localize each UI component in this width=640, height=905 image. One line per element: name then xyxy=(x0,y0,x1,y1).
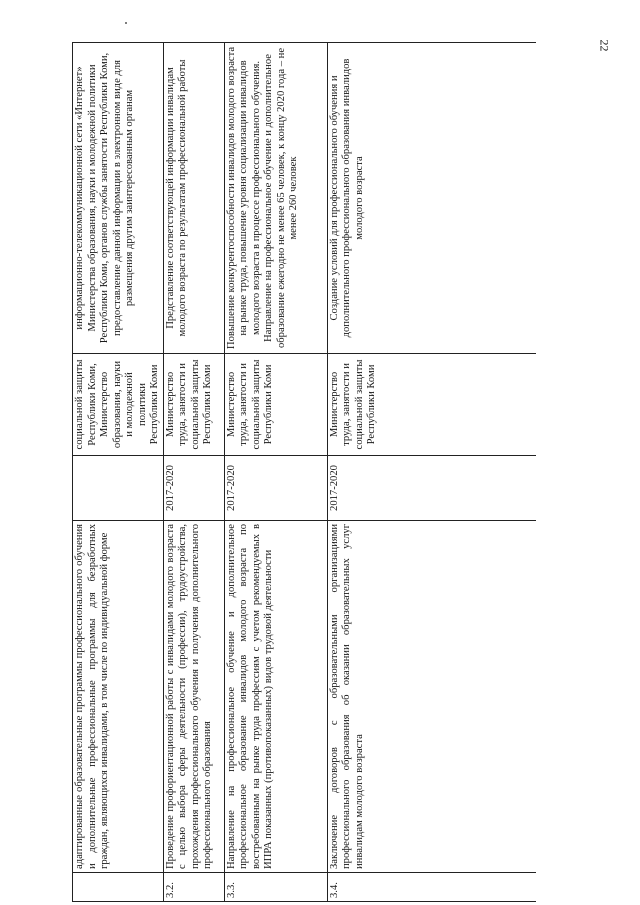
result-cell: информационно-телекоммуникационной сети «Интернет» Министерства образования, науки и молодежной политики Республики Коми, органов службы занятости Республики Коми, предоставление данной информации в электронном виде для размещения другим заинтересованным органам xyxy=(73,43,164,354)
row-number xyxy=(73,873,164,902)
row-number: 3.2. xyxy=(163,873,224,902)
executor-cell: Министерство труда, занятости и социальной защиты Республики Коми xyxy=(327,354,536,456)
page-number: 22 xyxy=(597,39,612,52)
result-cell: Представление соответствующей информации инвалидам молодого возраста по результатам профессиональной работы xyxy=(163,43,224,354)
result-cell: Повышение конкурентоспособности инвалидов молодого возраста на рынке труда, повышение уровня социализации инвалидов молодого возраста в процессе профессионального обучения. Направление на профессиональное обучение и дополнительное образование ежегодно не менее 65 человек, к концу 2020 года – не менее 260 человек xyxy=(224,43,327,354)
scan-speck xyxy=(125,22,127,24)
executor-cell: Министерство труда, занятости и социальной защиты Республики Коми xyxy=(224,354,327,456)
rotated-page-frame xyxy=(72,42,536,902)
table-row xyxy=(163,43,224,902)
executor-cell: Министерство труда, занятости и социальной защиты Республики Коми xyxy=(163,354,224,456)
row-number: 3.3. xyxy=(224,873,327,902)
measure-cell: Направление на профессиональное обучение и дополнительное профессиональное образование инвалидов молодого возраста по востребованным на рынке труда профессиям с учетом рекомендуемых в ИПРА показанных (противопоказанных) видов трудовой деятельности xyxy=(224,521,327,873)
measure-cell: Заключение договоров с образовательными организациями профессионального образования об оказании образовательных услуг инвалидам молодого возраста xyxy=(327,521,536,873)
term-cell: 2017-2020 xyxy=(327,456,536,521)
term-cell: 2017-2020 xyxy=(163,456,224,521)
table-row xyxy=(73,43,164,902)
executor-cell: социальной защиты Республики Коми, Министерство образования, науки и молодежной политики Республики Коми xyxy=(73,354,164,456)
rotated-table-container xyxy=(72,42,536,902)
measure-cell: адаптированные образовательные программы профессионального обучения и дополнительные профессиональные программы для безработных граждан, являющихся инвалидами, в том числе по индивидуальной форме xyxy=(73,521,164,873)
term-cell xyxy=(73,456,164,521)
table-row xyxy=(224,43,327,902)
row-number: 3.4. xyxy=(327,873,536,902)
program-measures-table xyxy=(72,42,536,902)
measure-cell: Проведение профориентационной работы с инвалидами молодого возраста с целью выбора сферы деятельности (профессии), трудоустройства, прохождения профессионального обучения и получения дополнительного профессионального образования xyxy=(163,521,224,873)
result-cell: Создание условий для профессионального обучения и дополнительного профессионального образования инвалидов молодого возраста xyxy=(327,43,536,354)
term-cell: 2017-2020 xyxy=(224,456,327,521)
table-row xyxy=(327,43,536,902)
